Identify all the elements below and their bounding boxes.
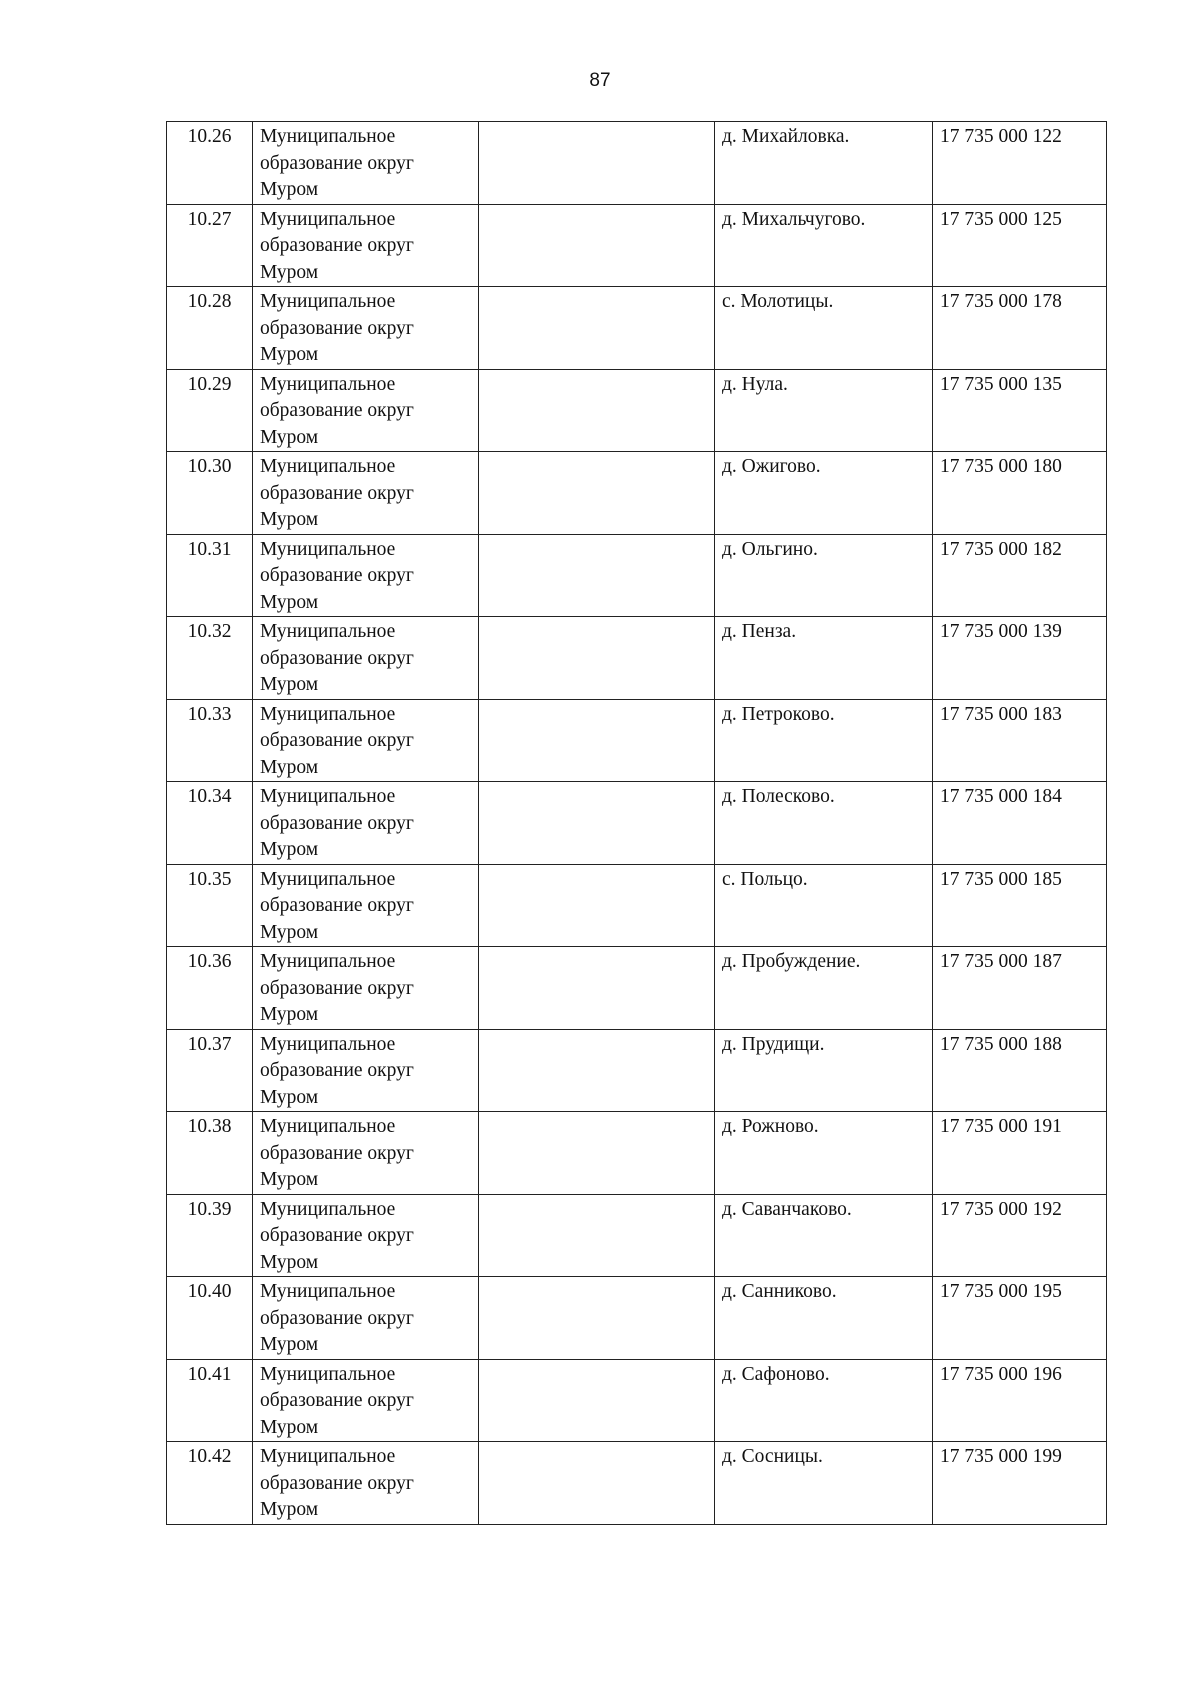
table-row (167, 534, 1107, 617)
municipality-cell (253, 782, 479, 865)
row-number-cell: 10.33 (167, 699, 253, 782)
municipality-line: образование округ (260, 977, 414, 999)
municipality-line: образование округ (260, 1307, 414, 1329)
oktmo-code-cell: 17 735 000 195 (933, 1277, 1107, 1360)
municipality-cell (253, 204, 479, 287)
municipality-cell (253, 287, 479, 370)
locality-cell: д. Пенза. (715, 617, 933, 700)
municipality-line: Муниципальное (260, 538, 396, 560)
empty-cell (479, 369, 715, 452)
table-row (167, 287, 1107, 370)
table-row (167, 1277, 1107, 1360)
table-row (167, 1359, 1107, 1442)
row-number-cell: 10.26 (167, 122, 253, 205)
table-row (167, 1442, 1107, 1525)
oktmo-code-cell: 17 735 000 192 (933, 1194, 1107, 1277)
row-number-cell: 10.28 (167, 287, 253, 370)
settlements-table (166, 121, 1107, 1525)
table-row (167, 864, 1107, 947)
municipality-line: образование округ (260, 235, 414, 256)
municipality-line: образование округ (260, 812, 414, 834)
municipality-line: Муром (260, 1334, 319, 1355)
table-row (167, 122, 1107, 205)
locality-cell: д. Михальчугово. (715, 204, 933, 287)
municipality-line: Муниципальное (260, 1446, 396, 1467)
municipality-line: Муром (260, 509, 319, 530)
municipality-cell (253, 452, 479, 535)
empty-cell (479, 204, 715, 287)
oktmo-code-cell: 17 735 000 178 (933, 287, 1107, 370)
municipality-line: Муром (260, 1499, 319, 1520)
locality-cell: д. Ожигово. (715, 452, 933, 535)
municipality-line: Муром (260, 344, 319, 365)
empty-cell (479, 534, 715, 617)
municipality-cell (253, 1112, 479, 1195)
municipality-line: Муниципальное (260, 786, 396, 807)
row-number-cell: 10.35 (167, 864, 253, 947)
locality-cell: д. Саванчаково. (715, 1194, 933, 1277)
municipality-line: Муром (260, 674, 319, 695)
table-row (167, 204, 1107, 287)
oktmo-code-cell: 17 735 000 191 (933, 1112, 1107, 1195)
oktmo-code-cell: 17 735 000 188 (933, 1029, 1107, 1112)
municipality-line: Муром (260, 1251, 319, 1273)
municipality-line: Муниципальное (260, 1198, 396, 1220)
oktmo-code-cell: 17 735 000 199 (933, 1442, 1107, 1525)
locality-cell: д. Пробуждение. (715, 947, 933, 1030)
municipality-line: Муром (260, 839, 319, 860)
locality-cell: д. Полесково. (715, 782, 933, 865)
locality-cell: д. Прудищи. (715, 1029, 933, 1112)
municipality-line: Муром (260, 756, 319, 778)
oktmo-code-cell: 17 735 000 180 (933, 452, 1107, 535)
municipality-line: образование округ (260, 482, 414, 504)
table-row (167, 699, 1107, 782)
oktmo-code-cell: 17 735 000 182 (933, 534, 1107, 617)
municipality-cell (253, 1359, 479, 1442)
municipality-line: Муниципальное (260, 126, 396, 147)
locality-cell: с. Польцо. (715, 864, 933, 947)
municipality-line: образование округ (260, 1225, 414, 1246)
table-row (167, 1029, 1107, 1112)
row-number-cell: 10.29 (167, 369, 253, 452)
locality-cell: д. Михайловка. (715, 122, 933, 205)
municipality-line: Муниципальное (260, 208, 396, 230)
empty-cell (479, 1442, 715, 1525)
municipality-cell (253, 369, 479, 452)
municipality-line: образование округ (260, 1390, 414, 1411)
municipality-line: Муром (260, 261, 319, 283)
row-number-cell: 10.32 (167, 617, 253, 700)
empty-cell (479, 782, 715, 865)
oktmo-code-cell: 17 735 000 139 (933, 617, 1107, 700)
row-number-cell: 10.40 (167, 1277, 253, 1360)
oktmo-code-cell: 17 735 000 196 (933, 1359, 1107, 1442)
oktmo-code-cell: 17 735 000 187 (933, 947, 1107, 1030)
municipality-cell (253, 1442, 479, 1525)
locality-cell: д. Сосницы. (715, 1442, 933, 1525)
municipality-line: Муром (260, 426, 319, 448)
empty-cell (479, 1194, 715, 1277)
table-row (167, 947, 1107, 1030)
row-number-cell: 10.39 (167, 1194, 253, 1277)
municipality-line: Муром (260, 1004, 319, 1025)
municipality-line: Муниципальное (260, 291, 396, 312)
municipality-line: образование округ (260, 565, 414, 586)
municipality-line: Муром (260, 179, 319, 200)
municipality-line: образование округ (260, 317, 414, 339)
table-row (167, 617, 1107, 700)
municipality-cell (253, 699, 479, 782)
table-row (167, 452, 1107, 535)
row-number-cell: 10.27 (167, 204, 253, 287)
empty-cell (479, 1112, 715, 1195)
municipality-cell (253, 617, 479, 700)
empty-cell (479, 122, 715, 205)
municipality-line: Муром (260, 591, 319, 613)
municipality-line: Муниципальное (260, 703, 396, 725)
table-row (167, 1194, 1107, 1277)
table-row (167, 369, 1107, 452)
oktmo-code-cell: 17 735 000 125 (933, 204, 1107, 287)
municipality-line: Муром (260, 1169, 319, 1190)
row-number-cell: 10.34 (167, 782, 253, 865)
municipality-line: образование округ (260, 400, 414, 421)
row-number-cell: 10.38 (167, 1112, 253, 1195)
table-row (167, 1112, 1107, 1195)
table-row (167, 782, 1107, 865)
municipality-cell (253, 122, 479, 205)
municipality-cell (253, 1029, 479, 1112)
empty-cell (479, 287, 715, 370)
empty-cell (479, 1277, 715, 1360)
municipality-line: Муниципальное (260, 1281, 396, 1302)
municipality-line: образование округ (260, 730, 414, 751)
municipality-line: Муром (260, 921, 319, 943)
row-number-cell: 10.30 (167, 452, 253, 535)
municipality-line: Муниципальное (260, 1116, 396, 1137)
locality-cell: д. Сафоново. (715, 1359, 933, 1442)
municipality-line: Муниципальное (260, 456, 396, 477)
municipality-line: Муниципальное (260, 621, 396, 642)
municipality-line: образование округ (260, 152, 414, 174)
municipality-line: образование округ (260, 1060, 414, 1081)
locality-cell: д. Нула. (715, 369, 933, 452)
empty-cell (479, 617, 715, 700)
empty-cell (479, 947, 715, 1030)
municipality-line: образование округ (260, 1142, 414, 1164)
municipality-line: образование округ (260, 647, 414, 669)
row-number-cell: 10.41 (167, 1359, 253, 1442)
municipality-cell (253, 1194, 479, 1277)
municipality-line: Муром (260, 1416, 319, 1438)
locality-cell: д. Петроково. (715, 699, 933, 782)
page-number: 87 (589, 70, 611, 91)
municipality-cell (253, 534, 479, 617)
locality-cell: д. Санниково. (715, 1277, 933, 1360)
empty-cell (479, 452, 715, 535)
oktmo-code-cell: 17 735 000 135 (933, 369, 1107, 452)
municipality-line: образование округ (260, 1472, 414, 1494)
locality-cell: д. Ольгино. (715, 534, 933, 617)
row-number-cell: 10.31 (167, 534, 253, 617)
row-number-cell: 10.36 (167, 947, 253, 1030)
empty-cell (479, 864, 715, 947)
municipality-line: Муром (260, 1086, 319, 1108)
row-number-cell: 10.37 (167, 1029, 253, 1112)
locality-cell: д. Рожново. (715, 1112, 933, 1195)
municipality-cell (253, 1277, 479, 1360)
municipality-line: Муниципальное (260, 373, 396, 395)
table-body (167, 122, 1107, 1525)
row-number-cell: 10.42 (167, 1442, 253, 1525)
municipality-line: Муниципальное (260, 951, 396, 972)
oktmo-code-cell: 17 735 000 184 (933, 782, 1107, 865)
oktmo-code-cell: 17 735 000 183 (933, 699, 1107, 782)
empty-cell (479, 1029, 715, 1112)
municipality-line: Муниципальное (260, 1033, 396, 1055)
empty-cell (479, 1359, 715, 1442)
municipality-cell (253, 864, 479, 947)
empty-cell (479, 699, 715, 782)
oktmo-code-cell: 17 735 000 185 (933, 864, 1107, 947)
municipality-line: Муниципальное (260, 868, 396, 890)
municipality-cell (253, 947, 479, 1030)
locality-cell: с. Молотицы. (715, 287, 933, 370)
municipality-line: Муниципальное (260, 1363, 396, 1385)
municipality-line: образование округ (260, 895, 414, 916)
oktmo-code-cell: 17 735 000 122 (933, 122, 1107, 205)
